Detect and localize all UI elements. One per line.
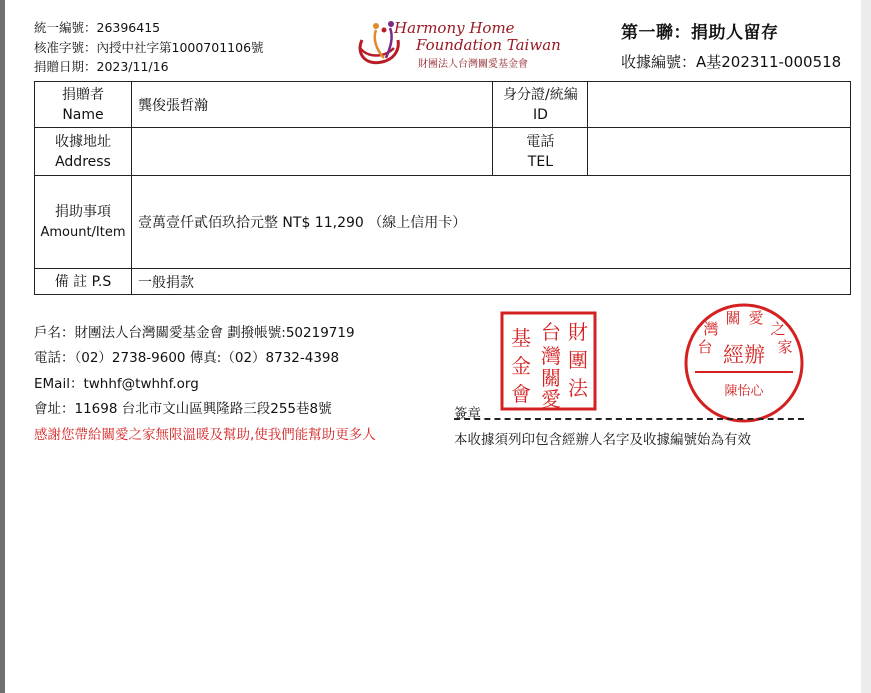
approval-number: 核准字號：內授中社字第1000701106號 xyxy=(34,39,264,55)
seal-char: 法 xyxy=(568,376,588,400)
seal-char: 金 xyxy=(511,354,531,378)
foundation-contact xyxy=(34,321,376,448)
seal-char: 灣 xyxy=(703,320,719,338)
handler-name: 陳怡心 xyxy=(724,384,764,399)
seal-char: 愛 xyxy=(748,309,764,327)
tel-value xyxy=(588,128,851,176)
viewer-left-border xyxy=(0,0,5,693)
seal-char: 家 xyxy=(777,338,793,356)
foundation-seal xyxy=(500,311,597,411)
address-label: 收據地址 Address xyxy=(35,128,132,176)
id-label: 身分證/統編 ID xyxy=(493,82,588,128)
tel-label: 電話 TEL xyxy=(493,128,588,176)
logo-name-zh: 財團法人台灣關愛基金會 xyxy=(418,59,528,70)
seal-center-text: 經辦 xyxy=(723,343,765,367)
handler-seal xyxy=(683,302,805,424)
signature-label: 簽章 xyxy=(454,406,481,422)
logo-name-en-line2: Foundation Taiwan xyxy=(416,36,561,54)
remark-value: 一般捐款 xyxy=(131,269,850,295)
table-row xyxy=(35,269,851,295)
uniform-number: 統一編號：26396415 xyxy=(34,20,161,35)
remark-label: 備 註 P.S xyxy=(35,269,132,295)
receipt-meta xyxy=(34,18,264,77)
signature-line xyxy=(454,418,804,420)
seal-char: 關 xyxy=(725,309,741,327)
seal-char: 愛 xyxy=(541,387,561,411)
table-row xyxy=(35,176,851,269)
seal-char: 團 xyxy=(568,348,588,372)
seal-char: 之 xyxy=(770,320,786,338)
donation-info-table xyxy=(34,81,851,295)
viewer-right-gutter xyxy=(861,0,871,693)
donor-label: 捐贈者 Name xyxy=(35,82,132,128)
seal-char: 會 xyxy=(511,382,531,406)
logo-name-en-line1: Harmony Home xyxy=(394,19,515,37)
donor-name: 龔俊張哲瀚 xyxy=(131,82,492,128)
table-row xyxy=(35,82,851,128)
item-label: 捐助事項 Amount/Item xyxy=(35,176,132,269)
table-row xyxy=(35,128,851,176)
id-value xyxy=(588,82,851,128)
seal-char: 財 xyxy=(568,320,588,344)
address-value xyxy=(131,128,492,176)
receipt-number: 收據編號：A基202311-000518 xyxy=(621,53,842,71)
email: EMail：twhhf@twhhf.org xyxy=(34,375,199,392)
seal-char: 關 xyxy=(541,366,561,390)
thank-you-message: 感謝您帶給關愛之家無限溫暖及幫助,使我們能幫助更多人 xyxy=(34,426,376,443)
foundation-logo xyxy=(354,18,561,74)
seal-char: 台 xyxy=(697,338,713,356)
seal-char: 灣 xyxy=(541,344,561,368)
seal-char: 基 xyxy=(511,326,531,350)
phone-fax: 電話：（02）2738-9600 傳真:（02）8732-4398 xyxy=(34,350,340,367)
seal-char: 台 xyxy=(541,320,561,344)
office-address: 會址：11698 台北市文山區興隆路三段255巷8號 xyxy=(34,401,332,418)
donation-amount-item: 壹萬壹仟貳佰玖拾元整 NT$ 11,290 （線上信用卡） xyxy=(131,176,850,269)
copy-title: 第一聯：捐助人留存 xyxy=(621,23,779,43)
bank-account: 戶名：財團法人台灣關愛基金會 劃撥帳號:50219719 xyxy=(34,325,355,341)
donation-date: 捐贈日期：2023/11/16 xyxy=(34,59,169,74)
validity-note: 本收據須列印包含經辦人名字及收據編號始為有效 xyxy=(454,432,751,448)
